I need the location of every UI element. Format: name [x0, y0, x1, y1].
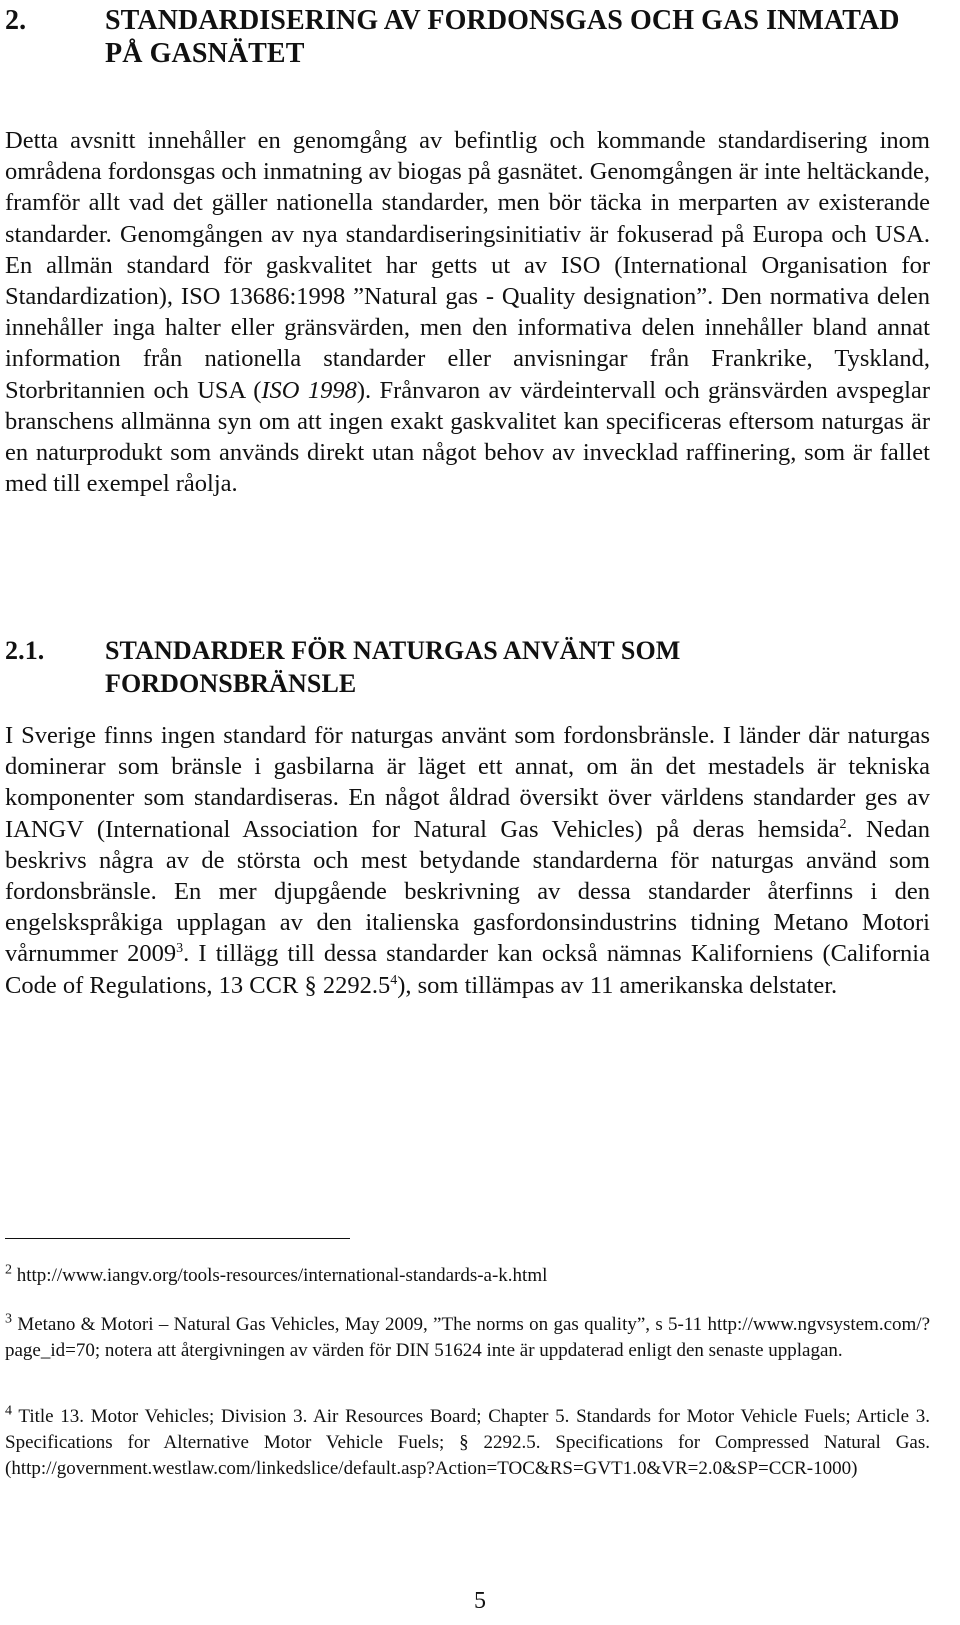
intro-paragraph	[5, 125, 930, 499]
body-text-3: . I tillägg till dessa standarder kan också nämnas Kaliforniens (California Code of Regulations, 13 CCR § 2292.5	[5, 940, 930, 999]
footnote-text[interactable]: http://www.iangv.org/tools-resources/international-standards-a-k.html	[16, 1265, 548, 1286]
section-number: 2.	[5, 5, 27, 36]
footnote-text: Title 13. Motor Vehicles; Division 3. Air Resources Board; Chapter 5. Standards for Motor Vehicle Fuels; Article 3. Specifications for Alternative Motor Vehicle Fuels; § 2292.5. Specifications for Compressed Natural Gas. (http://government.westlaw.com/linkedslice/default.asp?Action=TOC&RS=GVT1.0&VR=2.0&SP=CCR-1000)	[5, 1406, 930, 1479]
body-text-1: I Sverige finns ingen standard för naturgas använt som fordonsbränsle. I länder där naturgas dominerar som bränsle i gasbilarna är läget ett annat, om än det mestadels är tekniska komponenter som standardiseras. En något åldrad översikt över världens standarder ges av IANGV (International Association for Natural Gas Vehicles) på deras hemsida	[5, 722, 930, 843]
intro-text-1: Detta avsnitt innehåller en genomgång av befintlig och kommande standardisering inom områdena fordonsgas och inmatning av biogas på gasnätet. Genomgången är inte heltäckande, framför allt vad det gäller nationella standarder, men bör täcka in merparten av existerande standarder. Genomgången av nya standardiseringsinitiativ är fokuserad på Europa och USA. En allmän standard för gaskvalitet har getts ut av ISO (International Organisation for Standardization), ISO 13686:1998 ”Natural gas - Quality designation”. Den normativa delen innehåller inga halter eller gränsvärden, men den informativa delen innehåller bland annat information från nationella standarder eller anvisningar från Frankrike, Tyskland, Storbritannien och USA (	[5, 127, 930, 404]
footnote-mark: 3	[5, 1311, 12, 1327]
section-heading	[5, 4, 935, 74]
section-title: STANDARDISERING AV FORDONSGAS OCH GAS INMATAD PÅ GASNÄTET	[105, 5, 900, 69]
footnote-mark: 4	[5, 1403, 12, 1419]
body-text-2: . Nedan beskrivs några av de största och mest betydande standarderna för naturgas använd som fordonsbränsle. En mer djupgående beskrivning av dessa standarder återfinns i den engelskspråkiga upplagan av den italienska gasfordonsindustrins tidning Metano Motori vårnummer 2009	[5, 815, 930, 968]
body-text-4: ), som tillämpas av 11 amerikanska delstater.	[397, 971, 838, 999]
footnote-4	[5, 1404, 930, 1482]
intro-citation: ISO 1998	[261, 376, 357, 404]
subsection-title: STANDARDER FÖR NATURGAS ANVÄNT SOM FORDONSBRÄNSLE	[105, 636, 681, 698]
subsection-number: 2.1.	[5, 636, 45, 665]
footnote-ref-2[interactable]: 2	[839, 816, 847, 832]
page-number: 5	[474, 1588, 486, 1614]
footnote-text: Metano & Motori – Natural Gas Vehicles, May 2009, ”The norms on gas quality”, s 5-11 http://www.ngvsystem.com/?page_id=70; notera att återgivningen av värden för DIN 51624 inte är uppdaterad enligt den senaste upplagan.	[5, 1314, 931, 1361]
body-paragraph	[5, 720, 930, 1001]
intro-text-2: ). Frånvaron av värdeintervall och gränsvärden avspeglar branschens allmänna syn om att ingen exakt gaskvalitet kan specificeras eftersom naturgas är en naturprodukt som används direkt utan något behov av invecklad raffinering, som är fallet med till exempel råolja.	[5, 376, 930, 498]
footnote-divider	[5, 1238, 350, 1239]
footnote-ref-3[interactable]: 3	[176, 941, 184, 957]
footnote-2	[5, 1263, 930, 1289]
subsection-heading	[5, 634, 935, 704]
footnote-mark: 2	[5, 1262, 12, 1278]
footnote-3	[5, 1312, 930, 1364]
footnote-ref-4[interactable]: 4	[390, 972, 398, 988]
